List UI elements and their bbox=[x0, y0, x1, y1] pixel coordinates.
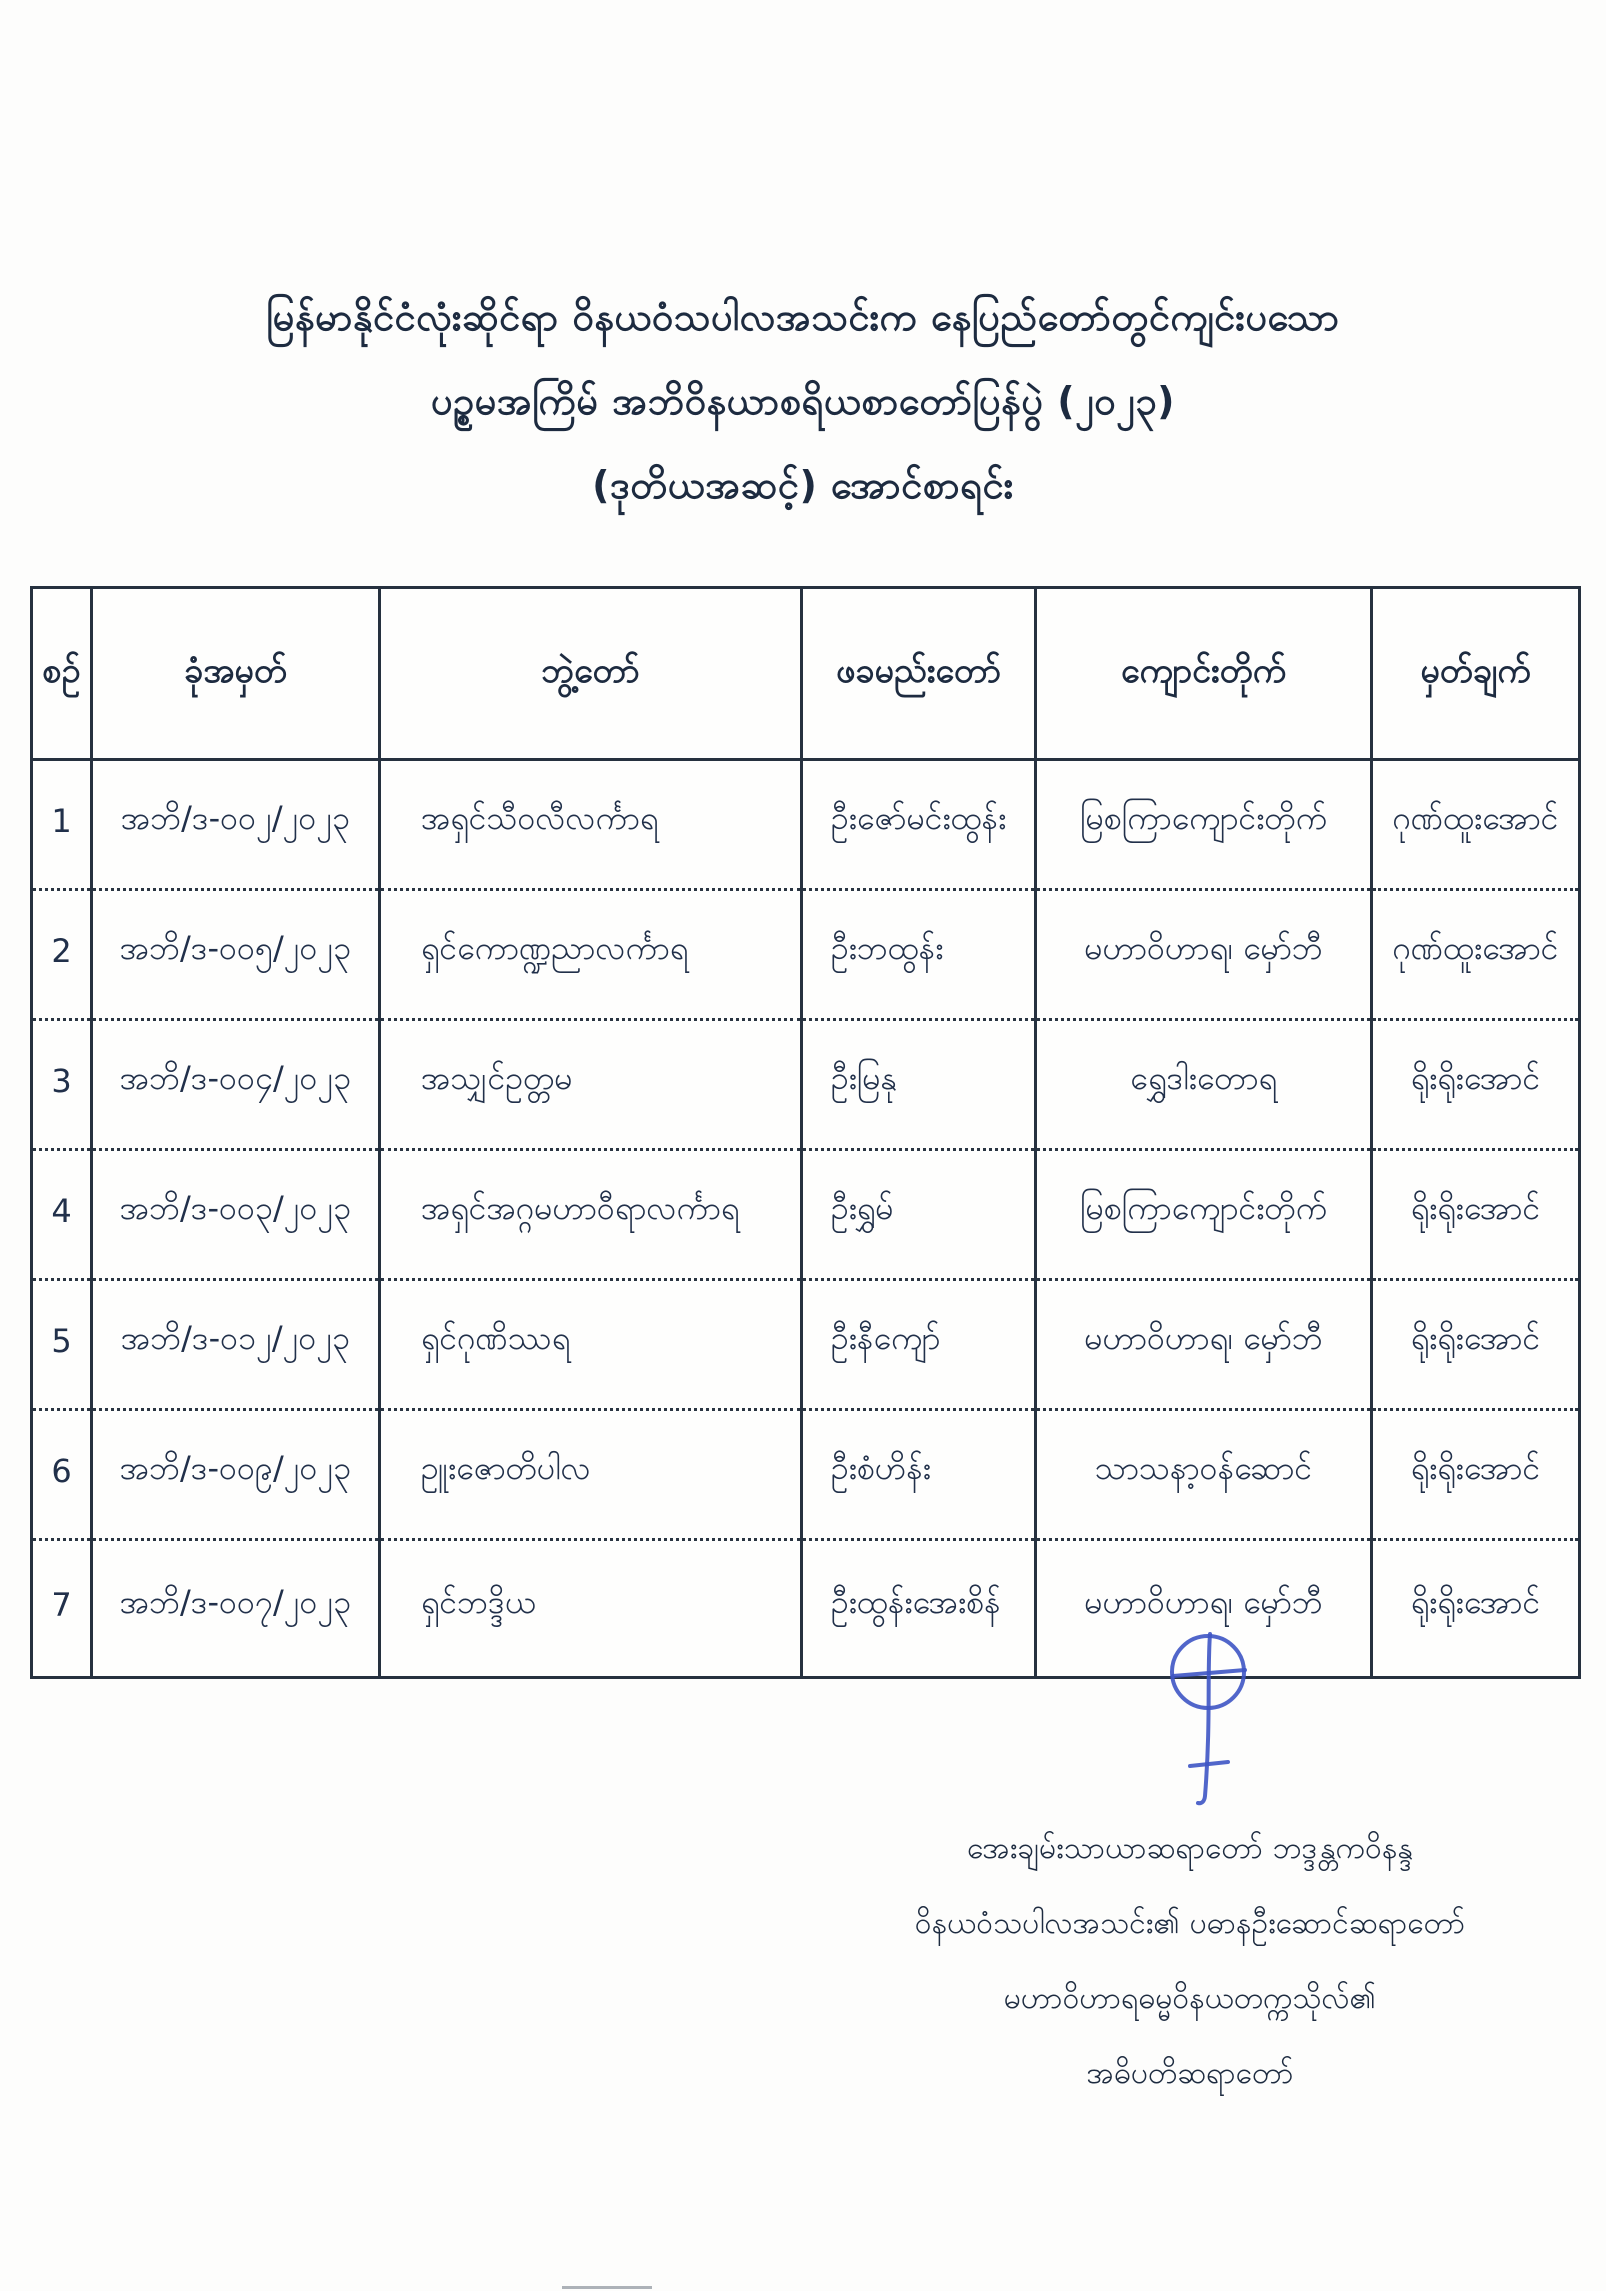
cell-father-name: ဦးဇော်မင်းထွန်း bbox=[802, 760, 1036, 890]
cell-father-name: ဦးမြနု bbox=[802, 1020, 1036, 1150]
cell-no: 7 bbox=[32, 1540, 92, 1678]
cell-title-name: အသျှင်ဥတ္တမ bbox=[380, 1020, 802, 1150]
cell-roll-number: အဘိ/ဒ-၀၀၇/၂၀၂၃ bbox=[92, 1540, 380, 1678]
signatory-title-line: အေးချမ်းသာယာဆရာတော် ဘဒ္ဒန္တကဝိနန္ဒ bbox=[967, 1831, 1413, 1866]
cell-remark: ဂုဏ်ထူးအောင် bbox=[1372, 890, 1580, 1020]
cell-monastery: မြစကြာကျောင်းတိုက် bbox=[1036, 760, 1372, 890]
results-table bbox=[30, 586, 1581, 1679]
table-row bbox=[32, 1150, 1580, 1280]
signatory-position-line: အဓိပတိဆရာတော် bbox=[1086, 2056, 1294, 2091]
cell-title-name: ရှင်ဘဒ္ဒိယ bbox=[380, 1540, 802, 1678]
cell-no: 4 bbox=[32, 1150, 92, 1280]
header-title-name: ဘွဲ့တော် bbox=[380, 588, 802, 760]
cell-no: 3 bbox=[32, 1020, 92, 1150]
cell-father-name: ဦးစံဟိန်း bbox=[802, 1410, 1036, 1540]
scan-artifact-line bbox=[562, 2286, 652, 2289]
document-title bbox=[0, 292, 1606, 544]
signature-block bbox=[770, 1828, 1606, 2128]
cell-monastery: သာသနာ့ဝန်ဆောင် bbox=[1036, 1410, 1372, 1540]
header-remark: မှတ်ချက် bbox=[1372, 588, 1580, 760]
cell-father-name: ဦးထွန်းအေးစိန် bbox=[802, 1540, 1036, 1678]
signature-ink-mark bbox=[1148, 1620, 1268, 1815]
cell-monastery: မဟာဝိဟာရ၊ မှော်ဘီ bbox=[1036, 1540, 1372, 1678]
cell-title-name: အရှင်အဂ္ဂမဟာဝီရာလင်္ကာရ bbox=[380, 1150, 802, 1280]
header-monastery: ကျောင်းတိုက် bbox=[1036, 588, 1372, 760]
cell-father-name: ဦးရွှမ် bbox=[802, 1150, 1036, 1280]
cell-title-name: ရှင်ဂုဏိဿရ bbox=[380, 1280, 802, 1410]
table-row bbox=[32, 890, 1580, 1020]
cell-remark: ရိုးရိုးအောင် bbox=[1372, 1410, 1580, 1540]
cell-monastery: မြစကြာကျောင်းတိုက် bbox=[1036, 1150, 1372, 1280]
cell-remark: ရိုးရိုးအောင် bbox=[1372, 1540, 1580, 1678]
cell-title-name: ဥူးဇောတိပါလ bbox=[380, 1410, 802, 1540]
cell-no: 5 bbox=[32, 1280, 92, 1410]
cell-no: 1 bbox=[32, 760, 92, 890]
table-row bbox=[32, 1410, 1580, 1540]
cell-monastery: ရွှေဒါးတောရ bbox=[1036, 1020, 1372, 1150]
header-roll-number: ခုံအမှတ် bbox=[92, 588, 380, 760]
table-row bbox=[32, 1540, 1580, 1678]
title-line-3: (ဒုတိယအဆင့်) အောင်စာရင်း bbox=[592, 463, 1014, 507]
cell-monastery: မဟာဝိဟာရ၊ မှော်ဘီ bbox=[1036, 890, 1372, 1020]
cell-roll-number: အဘိ/ဒ-၀၀၅/၂၀၂၃ bbox=[92, 890, 380, 1020]
cell-remark: ဂုဏ်ထူးအောင် bbox=[1372, 760, 1580, 890]
table-row bbox=[32, 1020, 1580, 1150]
header-father-name: ဖခမည်းတော် bbox=[802, 588, 1036, 760]
cell-no: 6 bbox=[32, 1410, 92, 1540]
table-row bbox=[32, 760, 1580, 890]
cell-father-name: ဦးဘထွန်း bbox=[802, 890, 1036, 1020]
cell-roll-number: အဘိ/ဒ-၀၀၉/၂၀၂၃ bbox=[92, 1410, 380, 1540]
cell-remark: ရိုးရိုးအောင် bbox=[1372, 1150, 1580, 1280]
signatory-institution-line: မဟာဝိဟာရဓမ္မဝိနယတက္ကသိုလ်၏ bbox=[1003, 1981, 1377, 2016]
cell-remark: ရိုးရိုးအောင် bbox=[1372, 1280, 1580, 1410]
cell-roll-number: အဘိ/ဒ-၀၀၃/၂၀၂၃ bbox=[92, 1150, 380, 1280]
header-row bbox=[32, 588, 1580, 760]
cell-remark: ရိုးရိုးအောင် bbox=[1372, 1020, 1580, 1150]
cell-roll-number: အဘိ/ဒ-၀၀၂/၂၀၂၃ bbox=[92, 760, 380, 890]
cell-title-name: ရှင်ကောဏ္ဍညာလင်္ကာရ bbox=[380, 890, 802, 1020]
cell-monastery: မဟာဝိဟာရ၊ မှော်ဘီ bbox=[1036, 1280, 1372, 1410]
cell-roll-number: အဘိ/ဒ-၀၁၂/၂၀၂၃ bbox=[92, 1280, 380, 1410]
cell-no: 2 bbox=[32, 890, 92, 1020]
title-line-1: မြန်မာနိုင်ငံလုံးဆိုင်ရာ ဝိနယဝံသပါလအသင်းက နေပြည်တော်တွင်ကျင်းပသော bbox=[266, 295, 1340, 339]
title-line-2: ပဉ္စမအကြိမ် အဘိဝိနယာစရိယစာတော်ပြန်ပွဲ (၂၀၂၃) bbox=[430, 379, 1176, 423]
cell-father-name: ဦးနီကျော် bbox=[802, 1280, 1036, 1410]
cell-roll-number: အဘိ/ဒ-၀၀၄/၂၀၂၃ bbox=[92, 1020, 380, 1150]
table-row bbox=[32, 1280, 1580, 1410]
header-no: စဉ် bbox=[32, 588, 92, 760]
signatory-role-line: ဝိနယဝံသပါလအသင်း၏ ပဓာနဦးဆောင်ဆရာတော် bbox=[914, 1906, 1466, 1941]
cell-title-name: အရှင်သီဝလီလင်္ကာရ bbox=[380, 760, 802, 890]
